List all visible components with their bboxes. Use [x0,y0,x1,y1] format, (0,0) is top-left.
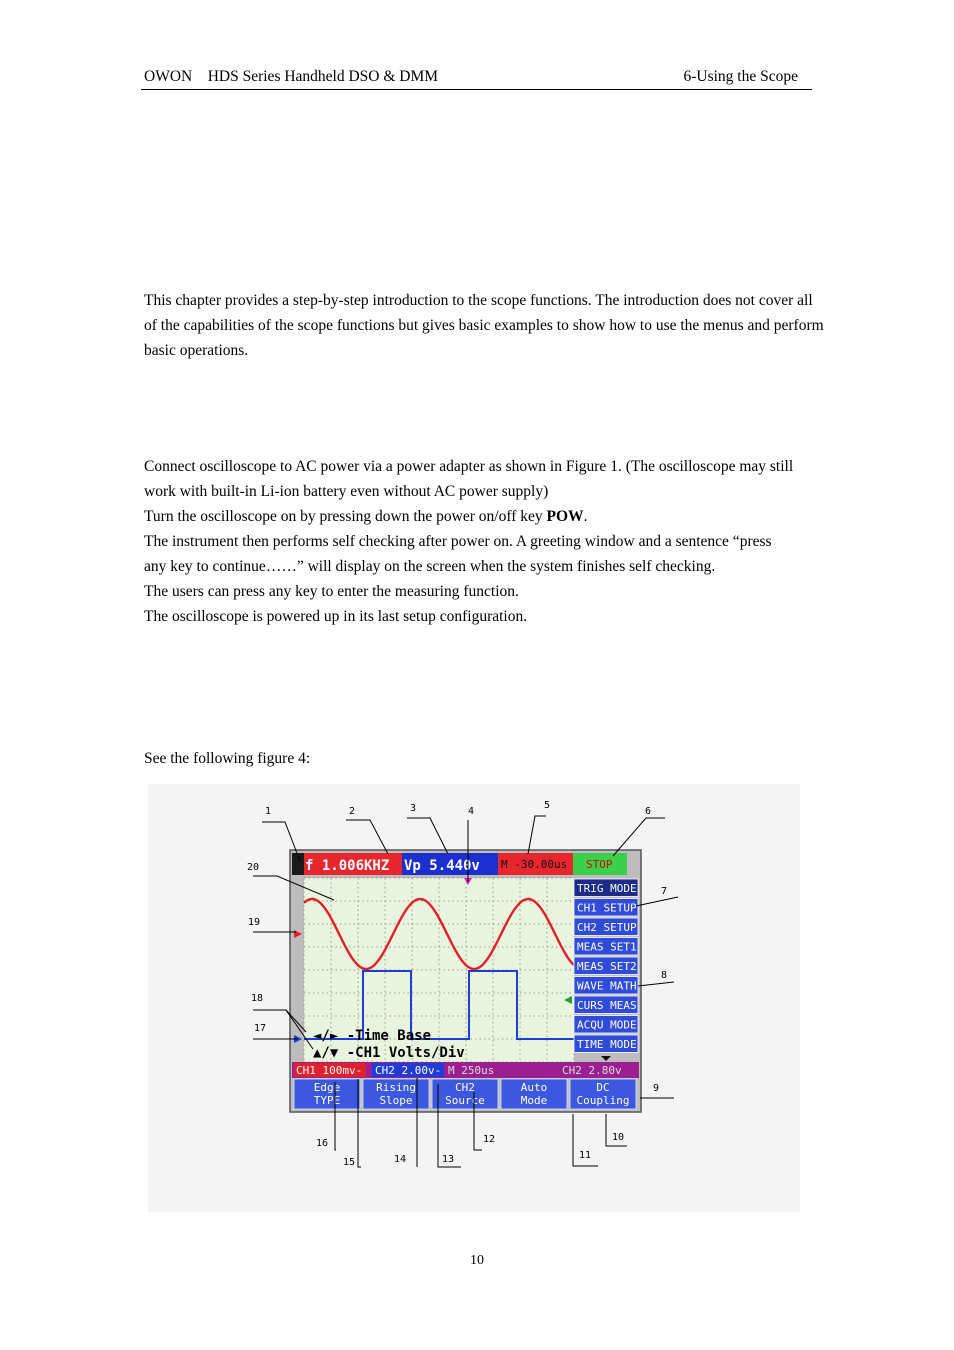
callout-number: 12 [483,1134,496,1145]
freq-readout: f 1.006KHZ [305,858,390,874]
menu-item-label: ACQU MODE [577,1018,637,1032]
menu-item-label: MEAS SET1 [577,940,637,954]
menu-item-label: CURS MEAS [577,999,637,1012]
volts-div-hint: ▲/▼ -CH1 Volts/Div [313,1045,465,1061]
power-line-2-end: . [583,508,588,525]
ch2-scale: CH2 2.00v- [375,1064,442,1077]
header-left: OWON HDS Series Handheld DSO & DMM [144,68,439,85]
callout-number: 6 [645,806,652,817]
header-right: 6-Using the Scope [683,68,798,85]
callout-number: 7 [661,886,668,897]
callout-number: 1 [265,806,272,817]
callout-number: 14 [394,1154,407,1165]
status-readout: STOP [586,858,613,871]
softkey-top-label: Edge [313,1081,341,1094]
callout-line [346,820,388,854]
pow-key: POW [546,508,584,525]
menu-item-label: TIME MODE [577,1038,637,1051]
callout-number: 18 [251,993,264,1004]
callout-line [638,982,674,986]
callout-number: 20 [247,862,260,873]
callout-number: 10 [612,1132,625,1143]
menu-item-label: MEAS SET2 [577,960,637,973]
trig-level-readout: CH2 2.80v [562,1064,622,1077]
header-rule [141,89,812,90]
time-offset-readout: M -30.00us [501,858,568,871]
time-base-hint: ◄/► -Time Base [313,1028,432,1044]
intro-text: This chapter provides a step-by-step introduction to the scope functions. The introduction does not cover all of the capabilities of the scope functions but gives basic examples to show how to use the menus and perform basic operations. [144,292,824,359]
callout-number: 3 [410,803,417,814]
power-line-2 [144,504,824,529]
callout-number: 13 [442,1154,455,1165]
page-number: 10 [470,1253,484,1268]
power-line-1: Connect oscilloscope to AC power via a power adapter as shown in Figure 1. (The oscilloscope may still work with built-in Li-ion battery even without AC power supply) [144,458,794,500]
timebase-readout: M 250us [448,1064,495,1077]
callout-number: 8 [661,970,668,981]
callout-number: 15 [343,1157,356,1168]
callout-number: 4 [468,806,475,817]
softkey-top-label: Rising [376,1081,416,1094]
vp-readout: Vp 5.440v [404,858,480,874]
menu-item-label: WAVE MATH [577,979,637,993]
softkey-bottom-label: Coupling [576,1094,630,1107]
callout-line [407,818,448,854]
callout-line [528,816,546,854]
scope-figure [148,784,800,1212]
softkey-bottom-label: Source [445,1094,485,1107]
softkey-bottom-label: Mode [520,1094,548,1107]
power-line-3: The instrument then performs self checking after power on. A greeting window and a sentence “press any key to continue……” will display on the screen when the system finishes self checking. [144,533,772,575]
power-line-2-text: Turn the oscilloscope on by pressing down the power on/off key [144,508,547,525]
softkey-top-label: DC [596,1081,610,1094]
softkey-top-label: CH2 [455,1081,475,1094]
menu-item-label: CH2 SETUP [577,921,637,934]
callout-number: 16 [316,1138,329,1149]
callout-number: 5 [544,800,551,811]
power-on-section [144,454,824,629]
intro-paragraph [144,288,824,363]
power-line-4: The users can press any key to enter the measuring function. [144,583,519,600]
see-figure-line: See the following figure 4: [144,750,311,767]
callout-number: 19 [248,917,261,928]
callout-number: 9 [653,1083,660,1094]
softkey-bottom-label: Slope [379,1094,413,1107]
softkey-top-label: Auto [520,1081,548,1094]
side-menu [574,879,638,1053]
menu-item-label: CH1 SETUP [577,901,637,915]
power-line-5: The oscilloscope is powered up in its last setup configuration. [144,608,528,625]
menu-item-label: TRIG MODE [577,882,637,895]
softkey-bottom-label: TYPE [313,1094,341,1107]
callout-line [636,897,678,906]
callout-number: 17 [254,1023,267,1034]
callout-number: 11 [579,1150,592,1161]
ch1-scale: CH1 100mv- [296,1064,363,1077]
callout-number: 2 [349,806,356,817]
softkey-bar [294,1079,636,1109]
scope-diagram [148,784,800,1212]
